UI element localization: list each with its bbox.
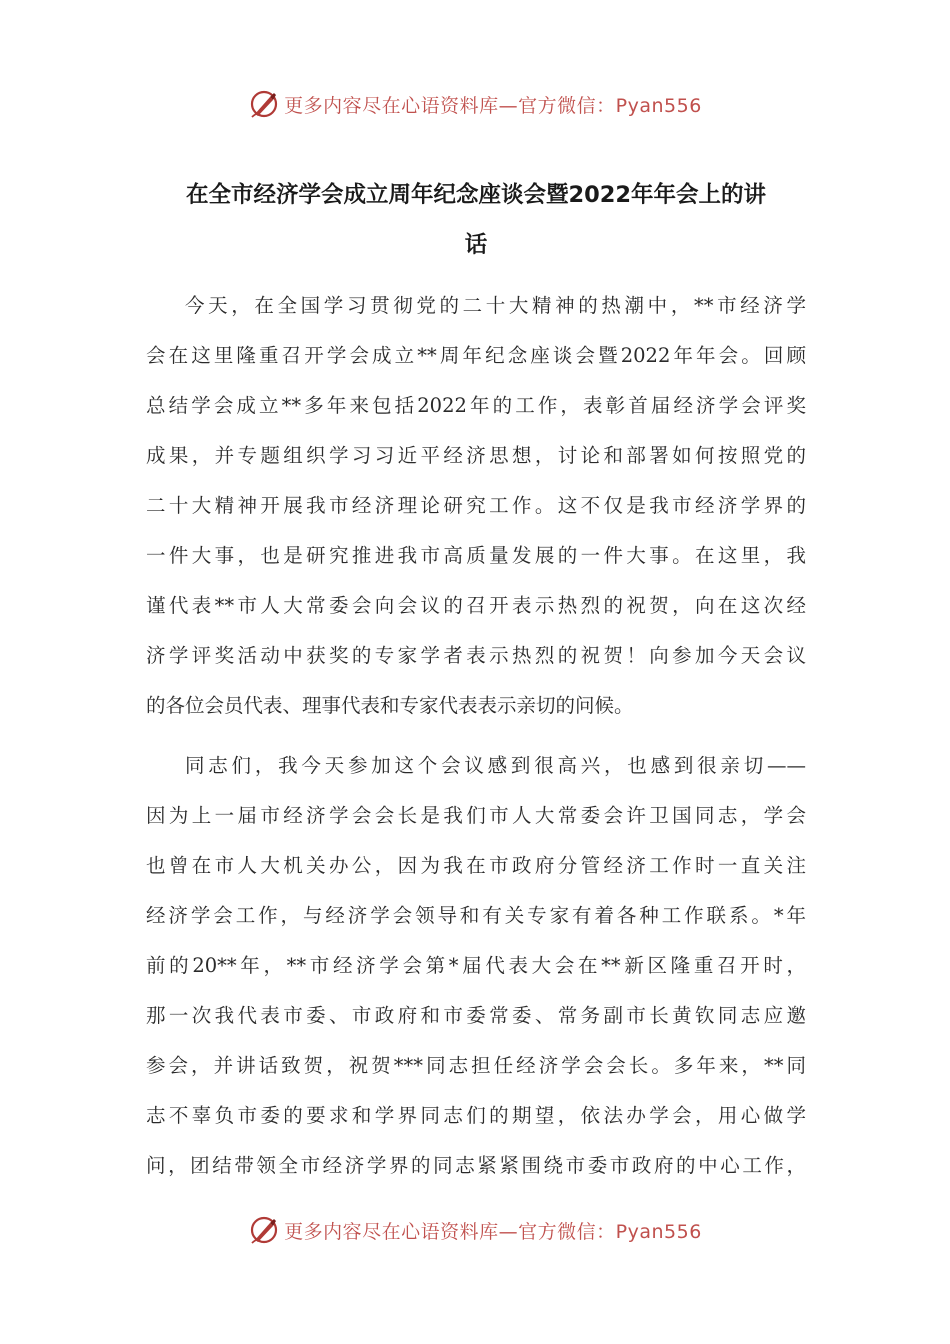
paragraph-line: 问，团结带领全市经济学界的同志紧紧围绕市委市政府的中心工作， <box>146 1154 806 1177</box>
title-line: 在全市经济学会成立周年纪念座谈会暨2022年年会上的讲 <box>185 182 767 208</box>
paragraph-line: 参会，并讲话致贺，祝贺***同志担任经济学会会长。多年来，**同 <box>146 1054 806 1077</box>
document-title <box>146 170 806 270</box>
paragraph-line: 二十大精神开展我市经济理论研究工作。这不仅是我市经济学界的 <box>146 494 806 517</box>
title-line: 话 <box>464 232 488 258</box>
paragraph-line: 总结学会成立**多年来包括2022年的工作，表彰首届经济学会评奖 <box>146 394 806 417</box>
paragraph-line: 前的20**年，**市经济学会第*届代表大会在**新区隆重召开时， <box>146 954 806 977</box>
paragraph-line: 会在这里隆重召开学会成立**周年纪念座谈会暨2022年年会。回顾 <box>146 344 806 367</box>
footer-watermark <box>0 1210 950 1250</box>
paragraph-line: 成果，并专题组织学习习近平经济思想，讨论和部署如何按照党的 <box>146 444 806 467</box>
paragraph-line: 那一次我代表市委、市政府和市委常委、常务副市长黄钦同志应邀 <box>146 1004 806 1027</box>
watermark-text: 更多内容尽在心语资料库—官方微信：Pyan556 <box>284 94 702 117</box>
paragraph-line: 一件大事，也是研究推进我市高质量发展的一件大事。在这里，我 <box>146 544 806 567</box>
body-paragraph-1 <box>146 281 806 731</box>
paragraph-line: 也曾在市人大机关办公，因为我在市政府分管经济工作时一直关注 <box>146 854 806 877</box>
paragraph-line: 因为上一届市经济学会会长是我们市人大常委会许卫国同志，学会 <box>146 804 806 827</box>
watermark-text: 更多内容尽在心语资料库—官方微信：Pyan556 <box>284 1220 702 1243</box>
pen-logo-icon <box>248 88 280 120</box>
paragraph-line: 济学评奖活动中获奖的专家学者表示热烈的祝贺！向参加今天会议 <box>146 644 806 667</box>
paragraph-line: 经济学会工作，与经济学会领导和有关专家有着各种工作联系。*年 <box>146 904 806 927</box>
header-watermark <box>0 84 950 124</box>
paragraph-line: 志不辜负市委的要求和学界同志们的期望，依法办学会，用心做学 <box>146 1104 806 1127</box>
pen-logo-icon <box>248 1214 280 1246</box>
paragraph-line: 谨代表**市人大常委会向会议的召开表示热烈的祝贺，向在这次经 <box>146 594 806 617</box>
paragraph-line: 同志们，我今天参加这个会议感到很高兴，也感到很亲切—— <box>185 754 806 777</box>
paragraph-line: 今天，在全国学习贯彻党的二十大精神的热潮中，**市经济学 <box>185 294 806 317</box>
body-paragraph-2 <box>146 741 806 1191</box>
paragraph-line: 的各位会员代表、理事代表和专家代表表示亲切的问候。 <box>146 694 634 717</box>
